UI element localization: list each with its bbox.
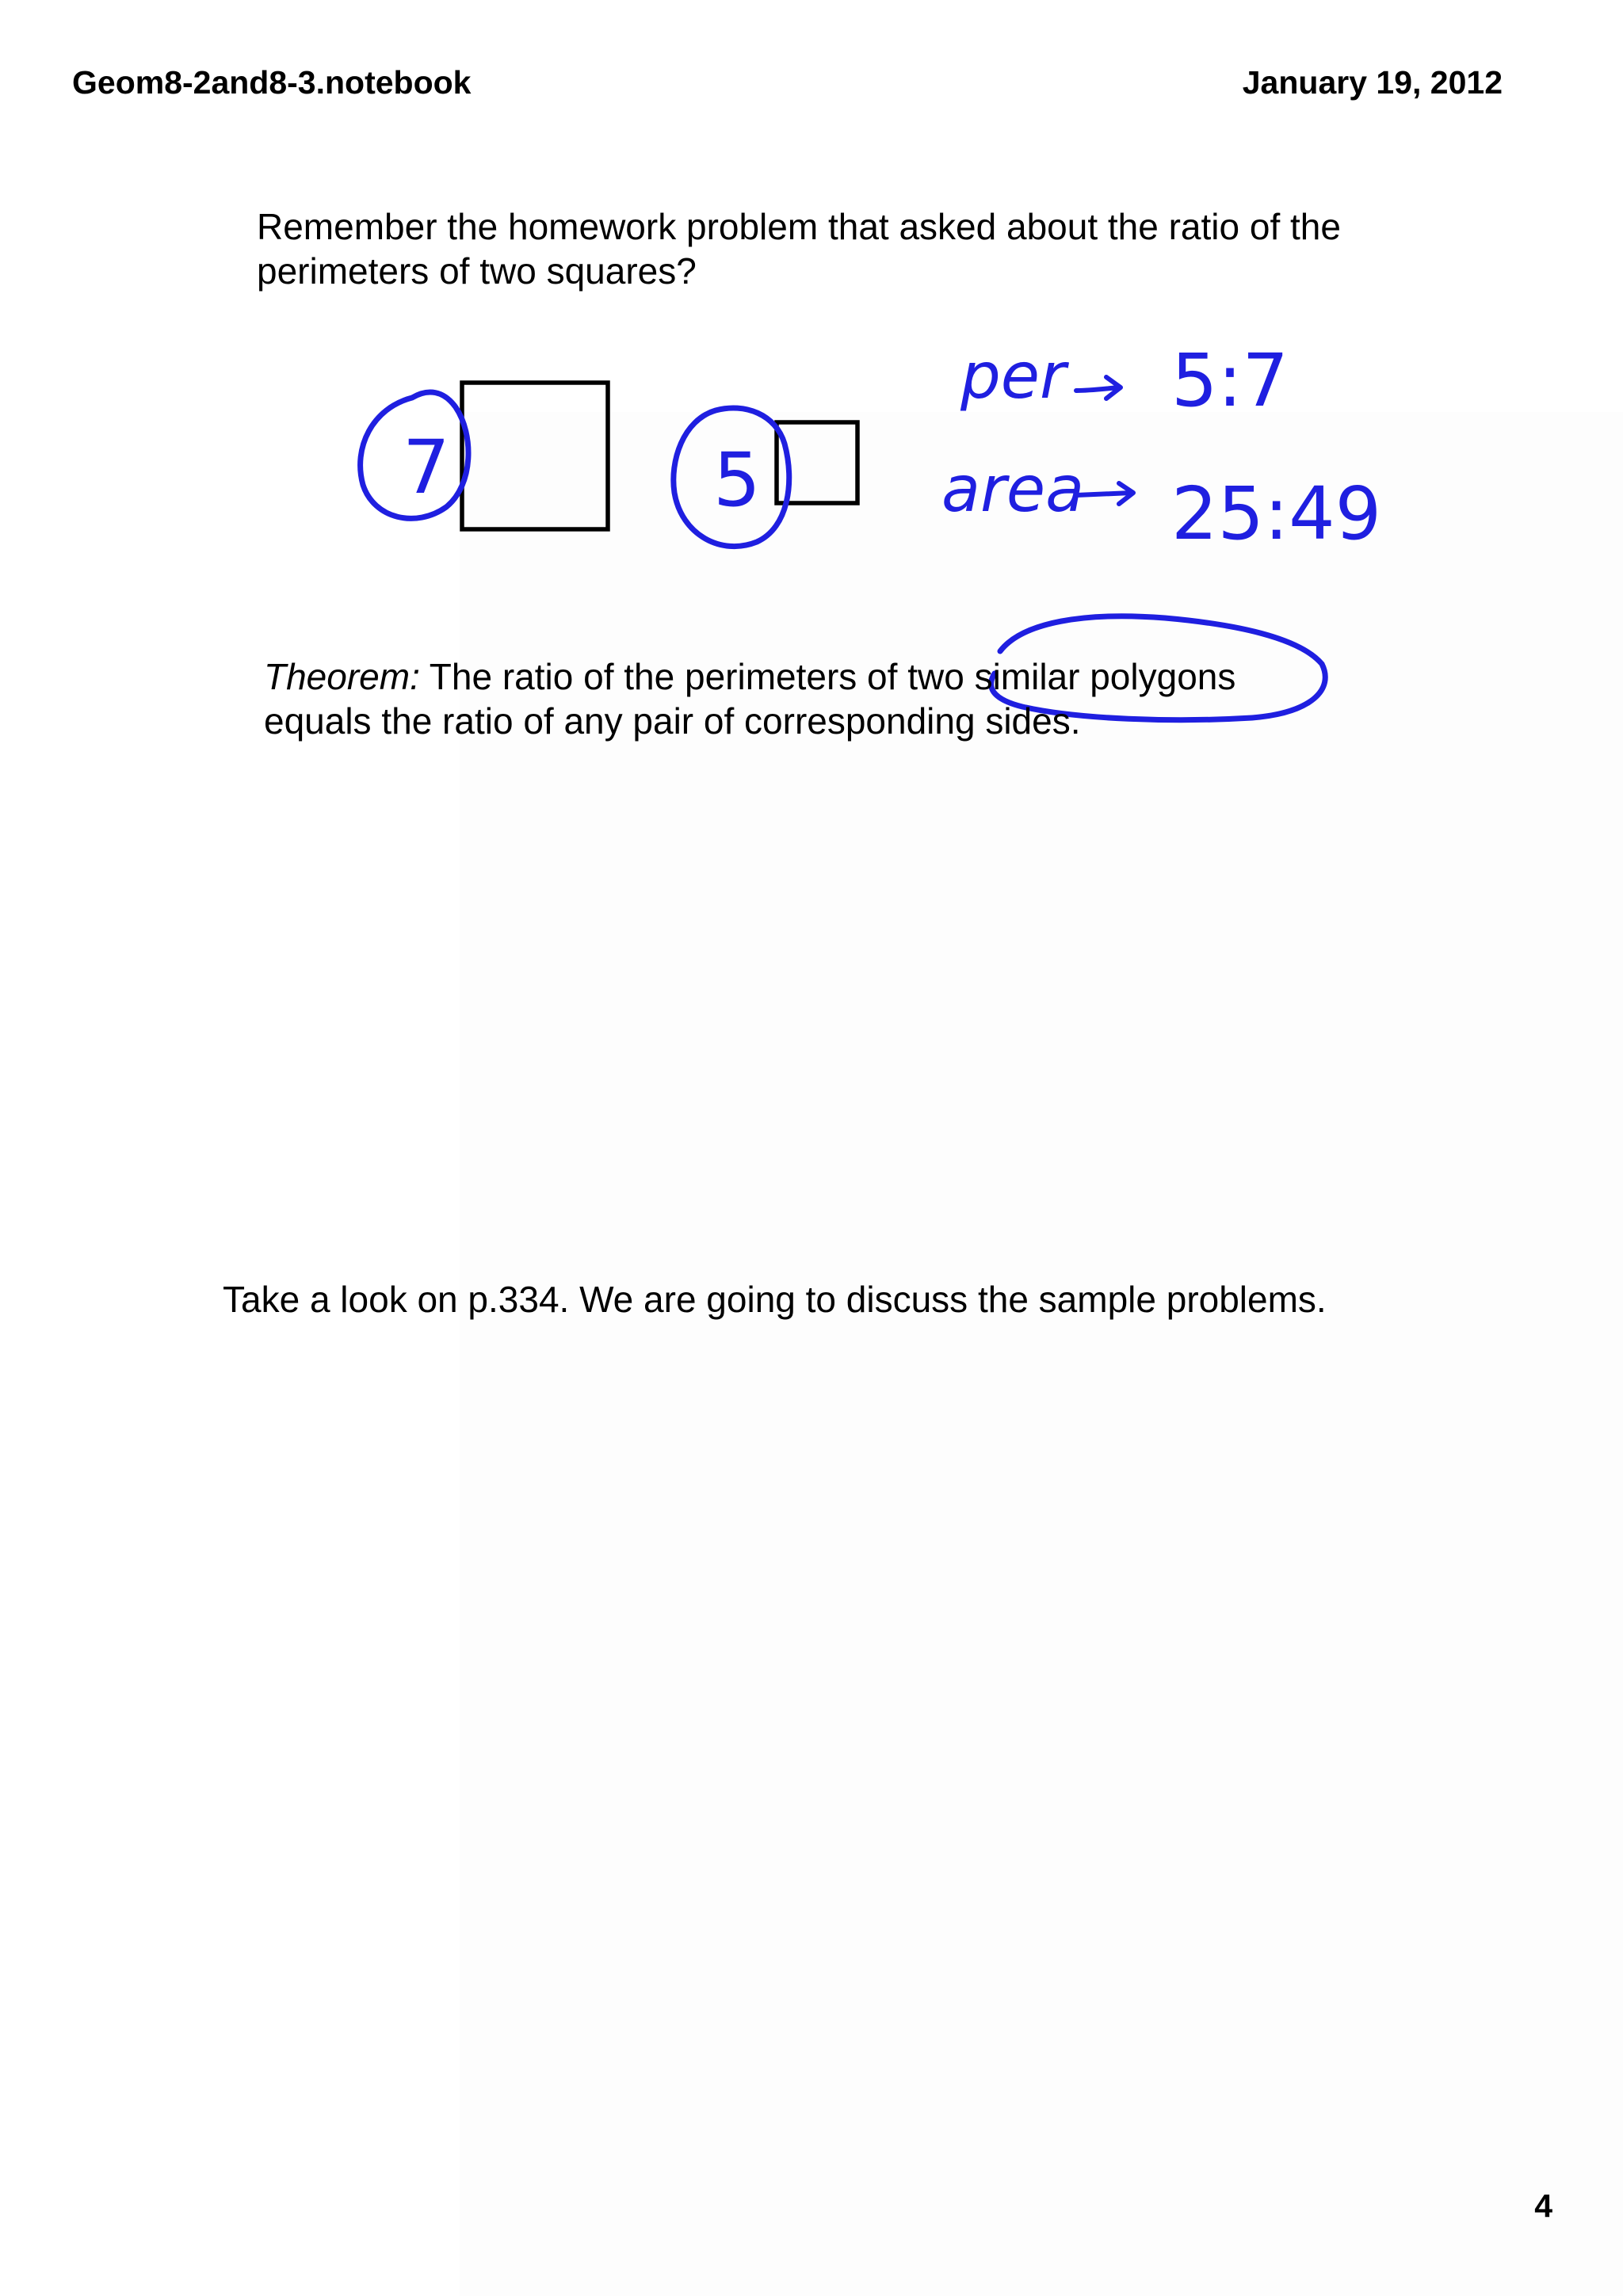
circled-seven bbox=[361, 392, 468, 518]
theorem-line-1-text: The ratio of the perimeters of two similar polygons bbox=[419, 656, 1236, 697]
notebook-filename: Geom8-2and8-3.notebook bbox=[72, 64, 472, 101]
perimeter-ratio: 5:7 bbox=[1171, 338, 1289, 423]
theorem-line-2: equals the ratio of any pair of corresponding sides. bbox=[264, 700, 1081, 742]
area-label: area bbox=[941, 452, 1085, 526]
page-number: 4 bbox=[1534, 2187, 1552, 2224]
sample-problems-note: Take a look on p.334. We are going to discuss the sample problems. bbox=[223, 1279, 1327, 1320]
intro-line-1: Remember the homework problem that asked about the ratio of the bbox=[257, 206, 1341, 247]
area-ratio: 25:49 bbox=[1171, 471, 1382, 556]
circled-five bbox=[674, 408, 789, 547]
intro-line-2: perimeters of two squares? bbox=[257, 250, 697, 292]
five-label: 5 bbox=[713, 437, 761, 524]
large-square bbox=[462, 383, 608, 529]
theorem-line-1 bbox=[264, 654, 1235, 699]
theorem-statement bbox=[264, 654, 1235, 743]
page-date: January 19, 2012 bbox=[1242, 64, 1503, 101]
seven-label: 7 bbox=[403, 425, 450, 511]
area-arrow bbox=[1076, 483, 1133, 504]
perimeter-arrow bbox=[1076, 377, 1121, 399]
perimeter-label: per bbox=[960, 339, 1066, 413]
theorem-label: Theorem: bbox=[264, 656, 420, 697]
